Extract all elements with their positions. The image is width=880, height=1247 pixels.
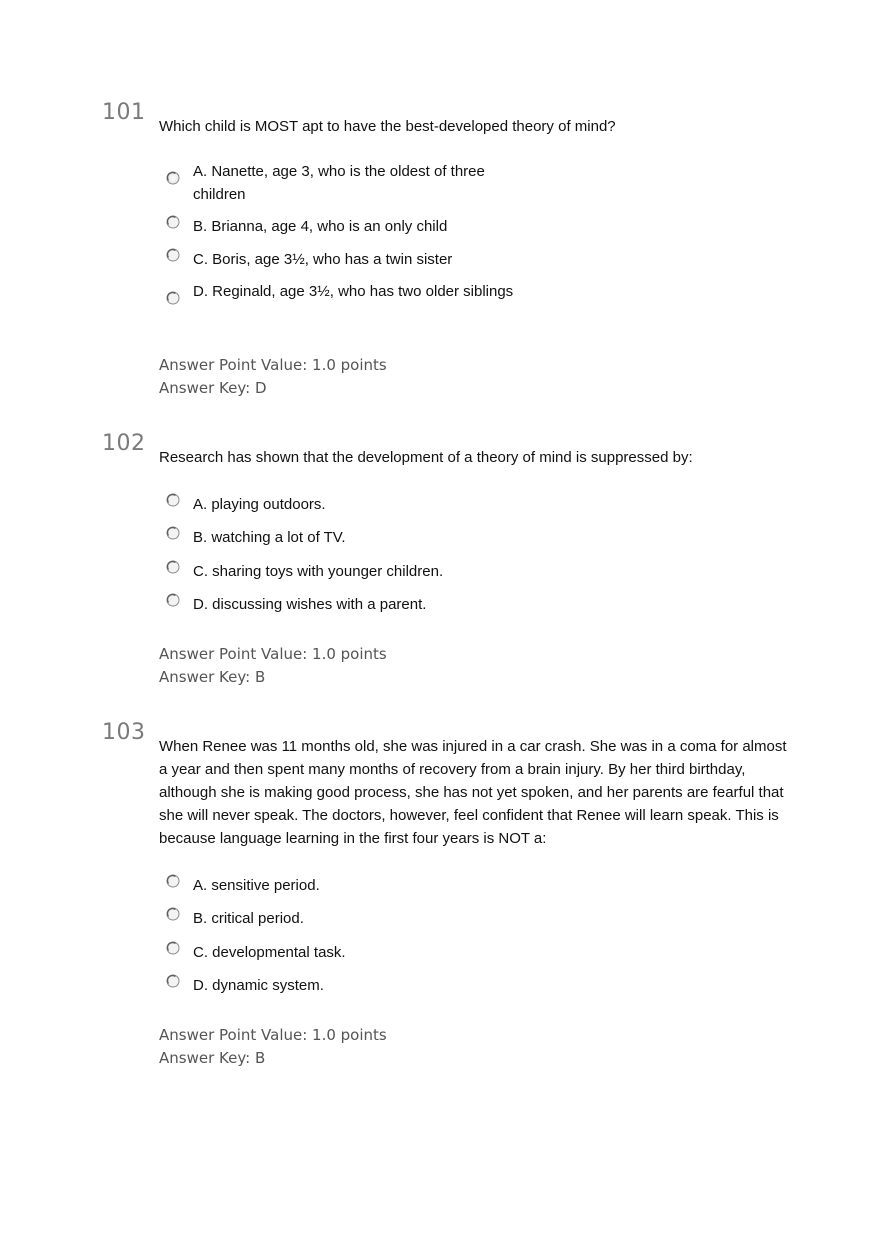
answer-key: Answer Key: D: [159, 379, 267, 397]
radio-button-icon[interactable]: [166, 493, 180, 507]
question-number: 103: [102, 720, 146, 745]
answer-point-value: Answer Point Value: 1.0 points: [159, 645, 387, 663]
option-label: B. Brianna, age 4, who is an only child: [193, 218, 448, 235]
question-text: When Renee was 11 months old, she was injured in a car crash. She was in a coma for almost a year and then spent many months of recovery from a brain injury. By her third birthday, although she is making good process, she has not yet spoken, and her parents are fearful that she will never speak. The doctors, however, feel confident that Renee will learn speak. This is because language learning in the first four years is NOT a:: [159, 738, 787, 847]
radio-button-icon[interactable]: [166, 526, 180, 540]
option-label: C. developmental task.: [193, 944, 346, 961]
radio-button-icon[interactable]: [166, 907, 180, 921]
radio-button-icon[interactable]: [166, 560, 180, 574]
radio-button-icon[interactable]: [166, 941, 180, 955]
radio-button-icon[interactable]: [166, 291, 180, 305]
option-label: A. sensitive period.: [193, 877, 320, 894]
radio-button-icon[interactable]: [166, 171, 180, 185]
radio-button-icon[interactable]: [166, 215, 180, 229]
option-label: C. sharing toys with younger children.: [193, 563, 444, 580]
option-label: B. critical period.: [193, 910, 304, 927]
question-text: Which child is MOST apt to have the best-developed theory of mind?: [159, 118, 616, 135]
option-label: D. discussing wishes with a parent.: [193, 596, 427, 613]
answer-point-value: Answer Point Value: 1.0 points: [159, 1026, 387, 1044]
option-label: D. Reginald, age 3½, who has two older siblings: [193, 283, 514, 300]
radio-button-icon[interactable]: [166, 248, 180, 262]
option-label: C. Boris, age 3½, who has a twin sister: [193, 251, 453, 268]
answer-key: Answer Key: B: [159, 1049, 266, 1067]
option-label: A. playing outdoors.: [193, 496, 326, 513]
radio-button-icon[interactable]: [166, 974, 180, 988]
option-label: B. watching a lot of TV.: [193, 529, 346, 546]
question-number: 101: [102, 100, 146, 125]
question-text: Research has shown that the development of a theory of mind is suppressed by:: [159, 449, 693, 466]
answer-point-value: Answer Point Value: 1.0 points: [159, 356, 387, 374]
option-label: D. dynamic system.: [193, 977, 324, 994]
radio-button-icon[interactable]: [166, 593, 180, 607]
radio-button-icon[interactable]: [166, 874, 180, 888]
answer-key: Answer Key: B: [159, 668, 266, 686]
question-number: 102: [102, 431, 146, 456]
option-label: A. Nanette, age 3, who is the oldest of three children: [193, 163, 485, 203]
